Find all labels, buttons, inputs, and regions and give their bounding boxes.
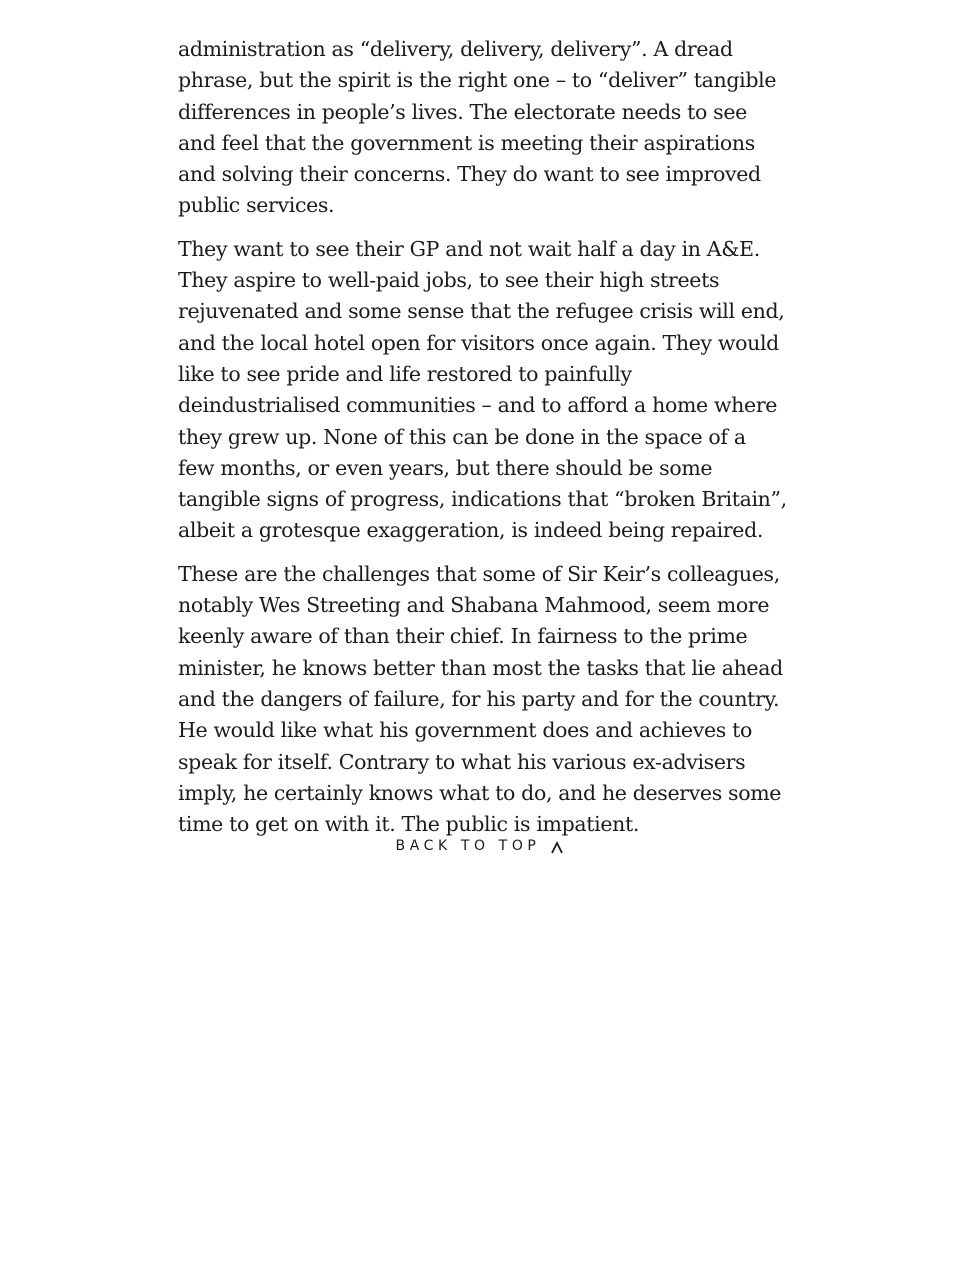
article-paragraph-2: They want to see their GP and not wait half a day in A&E. They aspire to well-paid jobs, to see their high streets rejuvenated and some sense that the refugee crisis will end, and the local hotel open for visitors once again. They would like to see pride and life restored to painfully deindustrialised communities – and to afford a home where they grew up. None of this can be done in the space of a few months, or even years, but there should be some tangible signs of progress, indications that “broken Britain”, albeit a grotesque exaggeration, is indeed being repaired. — [178, 236, 787, 543]
back-to-top-link[interactable] — [0, 838, 960, 854]
chevron-up-icon — [550, 840, 564, 854]
article-paragraph-3: These are the challenges that some of Sir Keir’s colleagues, notably Wes Streeting and Shabana Mahmood, seem more keenly aware of than their chief. In fairness to the prime minister, he knows better than most the tasks that lie ahead and the dangers of failure, for his party and for the country. He would like what his government does and achieves to speak for itself. Contrary to what his various ex-advisers imply, he certainly knows what to do, and he deserves some time to get on with it. The public is impatient. — [178, 561, 783, 837]
back-to-top-label: BACK TO TOP — [395, 838, 541, 854]
article-body — [178, 34, 788, 852]
article-paragraph-1: administration as “delivery, delivery, delivery”. A dread phrase, but the spirit is the right one – to “deliver” tangible differences in people’s lives. The electorate needs to see and feel that the government is meeting their aspirations and solving their concerns. They do want to see improved public services. — [178, 37, 777, 218]
